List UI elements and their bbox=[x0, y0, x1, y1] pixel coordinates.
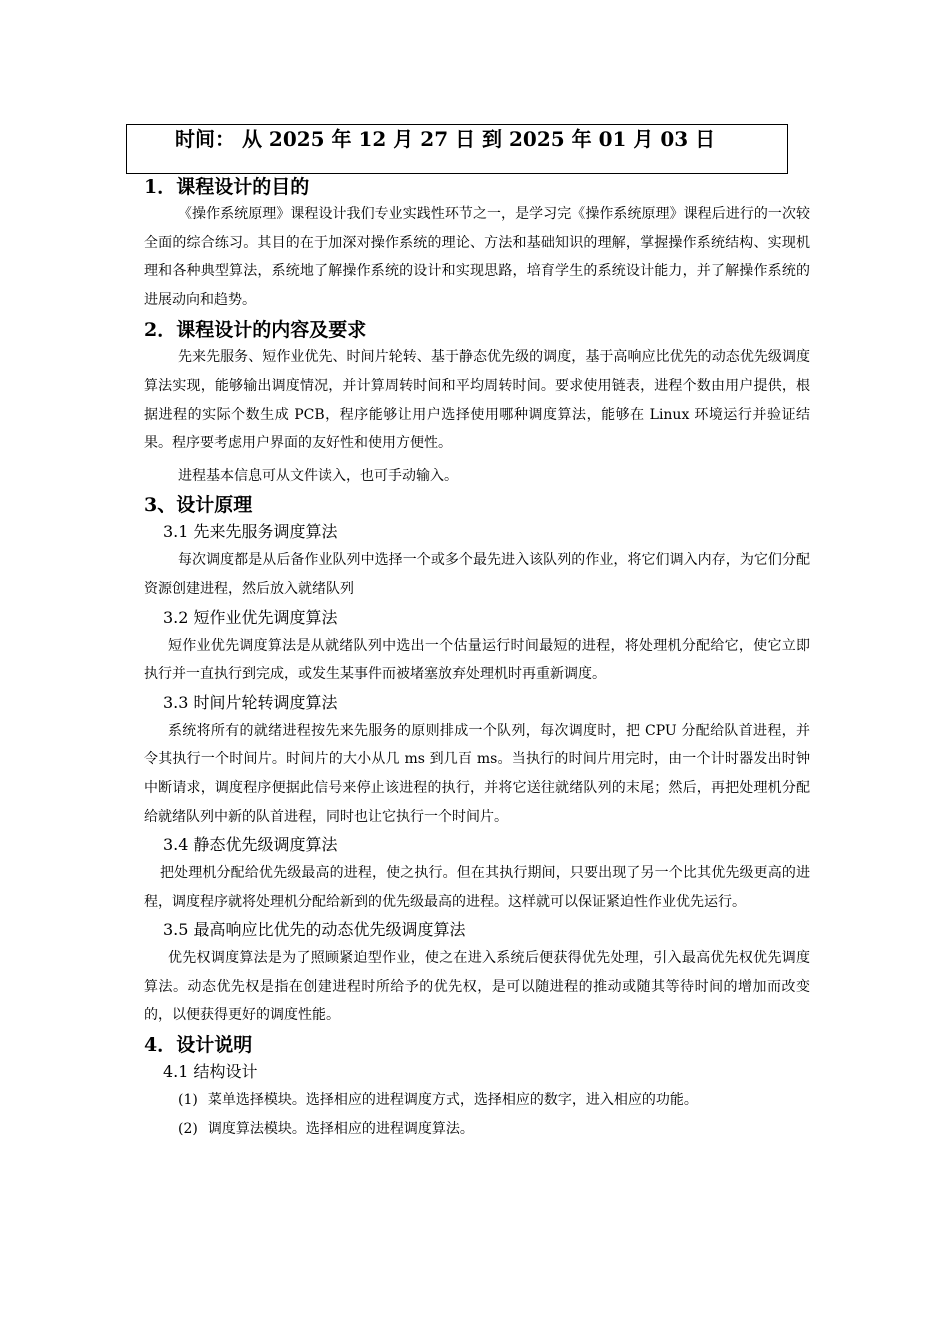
section-3-3-paragraph: 系统将所有的就绪进程按先来先服务的原则排成一个队列，每次调度时，把 CPU 分配给队首进程，并令其执行一个时间片。时间片的大小从几 ms 到几百 ms。当执行的时间片用完时，由一个计时器发出时钟中断请求，调度程序便据此信号来停止该进程的执行，并将它送往就绪队列的末尾；然后，再把处理机分配给就绪队列中新的队首进程，同时也让它执行一个时间片。 bbox=[144, 722, 810, 825]
section-4-1-title: 4.1 结构设计 bbox=[163, 1062, 258, 1082]
section-3-1-paragraph: 每次调度都是从后备作业队列中选择一个或多个最先进入该队列的作业，将它们调入内存，为它们分配资源创建进程，然后放入就绪队列 bbox=[144, 552, 810, 597]
section-3-1-title: 3.1 先来先服务调度算法 bbox=[163, 522, 338, 542]
section-3-2-paragraph: 短作业优先调度算法是从就绪队列中选出一个估量运行时间最短的进程，将处理机分配给它，使它立即执行并一直执行到完成，或发生某事件而被堵塞放弃处理机时再重新调度。 bbox=[144, 637, 810, 683]
section-2-title: 2．课程设计的内容及要求 bbox=[144, 319, 367, 342]
list-item-number: (1) bbox=[178, 1092, 198, 1109]
section-3-4-paragraph: 把处理机分配给优先级最高的进程，使之执行。但在其执行期间，只要出现了另一个比其优先级更高的进程，调度程序就将处理机分配给新到的优先级最高的进程。这样就可以保证紧迫性作业优先运行。 bbox=[144, 865, 810, 910]
section-3-4-title: 3.4 静态优先级调度算法 bbox=[163, 835, 338, 855]
section-1-title: 1．课程设计的目的 bbox=[144, 176, 310, 198]
section-3-2-title: 3.2 短作业优先调度算法 bbox=[163, 607, 338, 627]
list-item-text: 菜单选择模块。选择相应的进程调度方式，选择相应的数字，进入相应的功能。 bbox=[207, 1092, 698, 1109]
section-3-title: 3、设计原理 bbox=[144, 494, 253, 517]
section-3-3-title: 3.3 时间片轮转调度算法 bbox=[163, 692, 338, 712]
document-body bbox=[144, 174, 810, 1143]
section-2-paragraph-1: 先来先服务、短作业优先、时间片轮转、基于静态优先级的调度，基于高响应比优先的动态优先级调度算法实现，能够输出调度情况，并计算周转时间和平均周转时间。要求使用链表，进程个数由用户提供，根据进程的实际个数生成 PCB，程序能够让用户选择使用哪种调度算法，能够在 Linux 环境运行并验证结果。程序要考虑用户界面的友好性和使用方便性。 bbox=[144, 349, 810, 452]
section-3-5-title: 3.5 最高响应比优先的动态优先级调度算法 bbox=[163, 920, 466, 940]
section-2-paragraph-2: 进程基本信息可从文件读入，也可手动输入。 bbox=[178, 467, 458, 484]
section-3-5-paragraph: 优先权调度算法是为了照顾紧迫型作业，使之在进入系统后便获得优先处理，引入最高优先权优先调度算法。动态优先权是指在创建进程时所给予的优先权，是可以随进程的推动或随其等待时间的增加而改变的，以便获得更好的调度性能。 bbox=[144, 950, 810, 1024]
section-4-title: 4．设计说明 bbox=[144, 1034, 253, 1057]
section-1-paragraph: 《操作系统原理》课程设计我们专业实践性环节之一，是学习完《操作系统原理》课程后进行的一次较全面的综合练习。其目的在于加深对操作系统的理论、方法和基础知识的理解，掌握操作系统结构、实现机理和各种典型算法，系统地了解操作系统的设计和实现思路，培育学生的系统设计能力，并了解操作系统的进展动向和趋势。 bbox=[144, 206, 810, 308]
list-item-number: (2) bbox=[178, 1120, 198, 1137]
list-item bbox=[144, 1115, 810, 1144]
list-item bbox=[144, 1086, 810, 1115]
date-box bbox=[126, 124, 788, 174]
date-range-heading: 时间： 从 2025 年 12 月 27 日 到 2025 年 01 月 03 日 bbox=[175, 127, 716, 151]
list-item-text: 调度算法模块。选择相应的进程调度算法。 bbox=[207, 1120, 474, 1137]
